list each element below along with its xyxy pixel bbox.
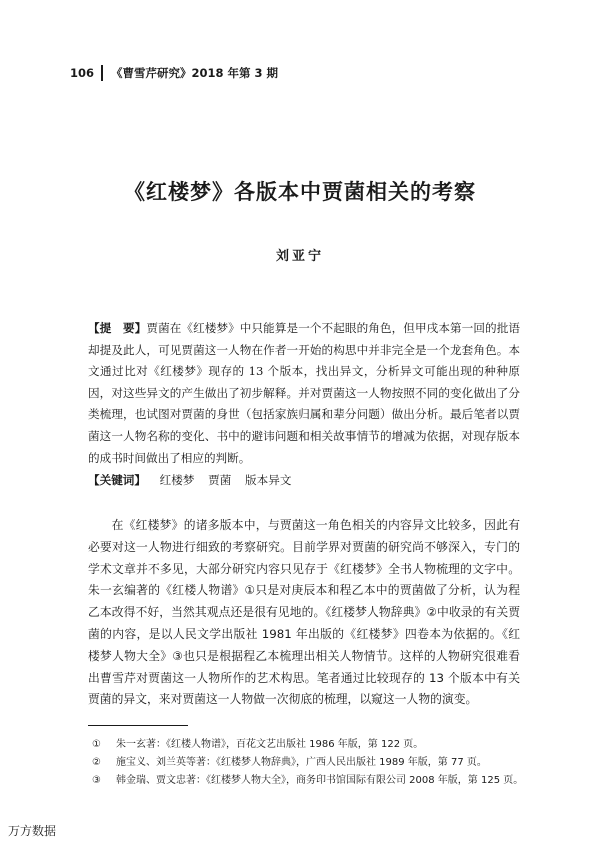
footnote-text: 韩金瑞、贾文忠著：《红楼梦人物大全》，商务印书馆国际有限公司 2008 年版，第 125 页。: [116, 775, 524, 786]
footnotes: [92, 736, 522, 790]
keywords: [88, 470, 520, 490]
keyword-item: 红楼梦: [159, 473, 195, 487]
footnote-divider: [88, 725, 188, 726]
abstract-text: 贾菌在《红楼梦》中只能算是一个不起眼的角色，但甲戌本第一回的批语却提及此人，可见贾菌这一人物在作者一开始的构思中并非完全是一个龙套角色。本文通过比对《红楼梦》现存的 13 个版本，找出异文，分析异文可能出现的种种原因，对这些异文的产生做出了初步解释。并对贾菌这一人物按照不同的变化做出了分类梳理，也试图对贾菌的身世（包括家族归属和辈分问题）做出分析。最后笔者以贾菌这一人物名称的变化、书中的避讳问题和相关故事情节的增减为依据，对现存版本的成书时间做出了相应的判断。: [88, 321, 520, 465]
watermark: 万方数据: [8, 824, 57, 838]
footnote-mark: ①: [92, 739, 101, 750]
keywords-label: 【关键词】: [88, 473, 146, 487]
footnote-text: 朱一玄著：《红楼人物谱》，百花文艺出版社 1986 年版，第 122 页。: [116, 739, 424, 750]
footnote-item: [92, 754, 522, 772]
footnote-mark: ③: [92, 775, 101, 786]
footnote-item: [92, 736, 522, 754]
author-name: 刘亚宁: [275, 249, 324, 264]
abstract: [88, 318, 520, 469]
keyword-item: 版本异文: [245, 473, 292, 487]
page-number: 106: [70, 65, 103, 81]
article-title: 《红楼梦》各版本中贾菌相关的考察: [124, 180, 476, 204]
footnote-item: [92, 772, 522, 790]
running-header: [70, 64, 278, 82]
abstract-label: 【提 要】: [88, 321, 147, 335]
journal-name: 《曹雪芹研究》2018 年第 3 期: [111, 66, 279, 80]
keyword-item: 贾菌: [208, 473, 232, 487]
footnote-text: 施宝义、刘兰英等著：《红楼梦人物辞典》，广西人民出版社 1989 年版，第 77 页。: [116, 757, 487, 768]
footnote-mark: ②: [92, 757, 101, 768]
body-paragraph: 在《红楼梦》的诸多版本中，与贾菌这一角色相关的内容异文比较多，因此有必要对这一人物进行细致的考察研究。目前学界对贾菌的研究尚不够深入，专门的学术文章并不多见，大部分研究内容只见存于《红楼梦》全书人物梳理的文字中。朱一玄编著的《红楼人物谱》①只是对庚辰本和程乙本中的贾菌做了分析，认为程乙本改得不好，当然其观点还是很有见地的。《红楼梦人物辞典》②中收录的有关贾菌的内容，是以人民文学出版社 1981 年出版的《红楼梦》四卷本为依据的。《红楼梦人物大全》③也只是根据程乙本梳理出相关人物情节。这样的人物研究很难看出曹雪芹对贾菌这一人物所作的艺术构思。笔者通过比较现存的 13 个版本中有关贾菌的异文，来对贾菌这一人物做一次彻底的梳理，以窥这一人物的演变。: [88, 518, 520, 707]
